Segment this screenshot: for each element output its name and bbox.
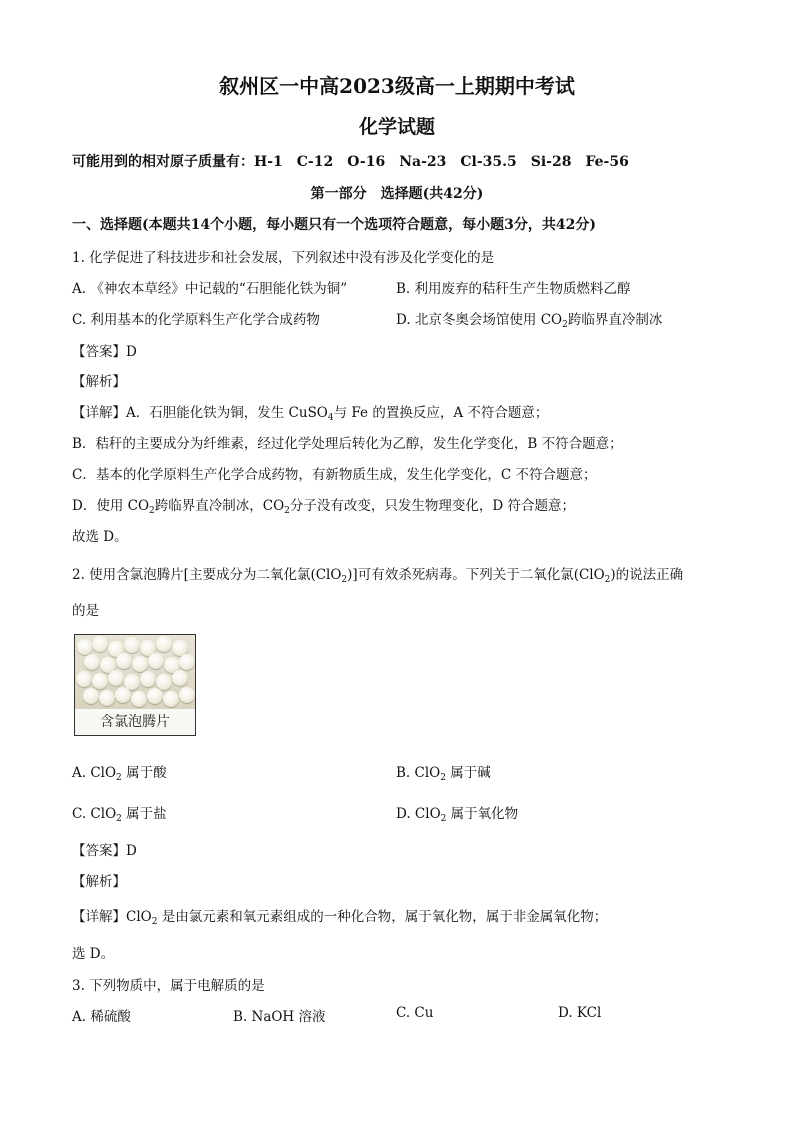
q1-option-a: A. 《神农本草经》中记载的“石胆能化铁为铜” (72, 281, 348, 297)
q1-detail-b: B．秸秆的主要成分为纤维素，经过化学处理后转化为乙醇，发生化学变化，B 不符合题意； (72, 436, 623, 452)
q1-option-d: D. 北京冬奥会场馆使用 $CO_2$跨临界直冷制冰 (396, 312, 663, 330)
exam-title: 叙州区一中高2023级高一上期期中考试 (219, 74, 575, 98)
tablets-image (75, 635, 195, 709)
q2-option-a: A. ClO$_2$ 属于酸 (72, 765, 167, 783)
q2-choice: 选 D。 (72, 946, 115, 962)
q3-option-d: D. KCl (558, 1005, 602, 1021)
figure-caption: 含氯泡腾片 (100, 714, 170, 730)
q2-answer: 【答案】D (72, 843, 137, 859)
q1-stem: 1. 化学促进了科技进步和社会发展，下列叙述中没有涉及化学变化的是 (72, 250, 495, 266)
effervescent-tablet-photo (74, 634, 196, 736)
q1-option-b: B. 利用废弃的秸秆生产生物质燃料乙醇 (396, 281, 631, 297)
q2-detail: 【详解】ClO$_2$ 是由氯元素和氧元素组成的一种化合物，属于氧化物，属于非金属氧化物； (72, 909, 608, 927)
section-title: 一、选择题(本题共14个小题，每小题只有一个选项符合题意，每小题3分，共42分) (72, 217, 596, 233)
q2-option-c: C. ClO$_2$ 属于盐 (72, 806, 167, 824)
exam-subtitle: 化学试题 (358, 116, 435, 138)
atomic-masses: 可能用到的相对原子质量有：H-1 C-12 O-16 Na-23 Cl-35.5 Si-28 Fe-56 (72, 154, 629, 170)
q3-stem: 3. 下列物质中，属于电解质的是 (72, 978, 265, 994)
q2-analysis: 【解析】 (72, 874, 126, 890)
q3-option-b: B. NaOH 溶液 (233, 1009, 326, 1025)
q1-answer: 【答案】D (72, 344, 137, 360)
q1-detail-c: C．基本的化学原料生产化学合成药物，有新物质生成，发生化学变化，C 不符合题意； (72, 467, 597, 483)
q1-detail-a: 【详解】A．石胆能化铁为铜，发生 CuSO$_4$与 Fe 的置换反应，A 不符合题意； (72, 405, 549, 423)
q1-option-c: C. 利用基本的化学原料生产化学合成药物 (72, 312, 320, 328)
q3-option-c: C. Cu (396, 1005, 434, 1021)
q1-detail-d: D．使用 $CO_2$跨临界直冷制冰，$CO_2$分子没有改变，只发生物理变化，D 符合题意； (72, 498, 576, 516)
q2-stem-continued: 的是 (72, 603, 99, 619)
q2-option-d: D. ClO$_2$ 属于氧化物 (396, 806, 519, 824)
part-title: 第一部分 选择题(共42分) (310, 186, 484, 202)
q1-choice: 故选 D。 (72, 529, 128, 545)
q2-option-b: B. ClO$_2$ 属于碱 (396, 765, 491, 783)
q3-option-a: A. 稀硫酸 (72, 1009, 131, 1025)
q1-analysis: 【解析】 (72, 374, 126, 390)
q2-stem: 2. 使用含氯泡腾片[主要成分为二氧化氯(ClO$_2$)]可有效杀死病毒。下列关于二氧化氯(ClO$_2$)的说法正确 (72, 567, 684, 585)
